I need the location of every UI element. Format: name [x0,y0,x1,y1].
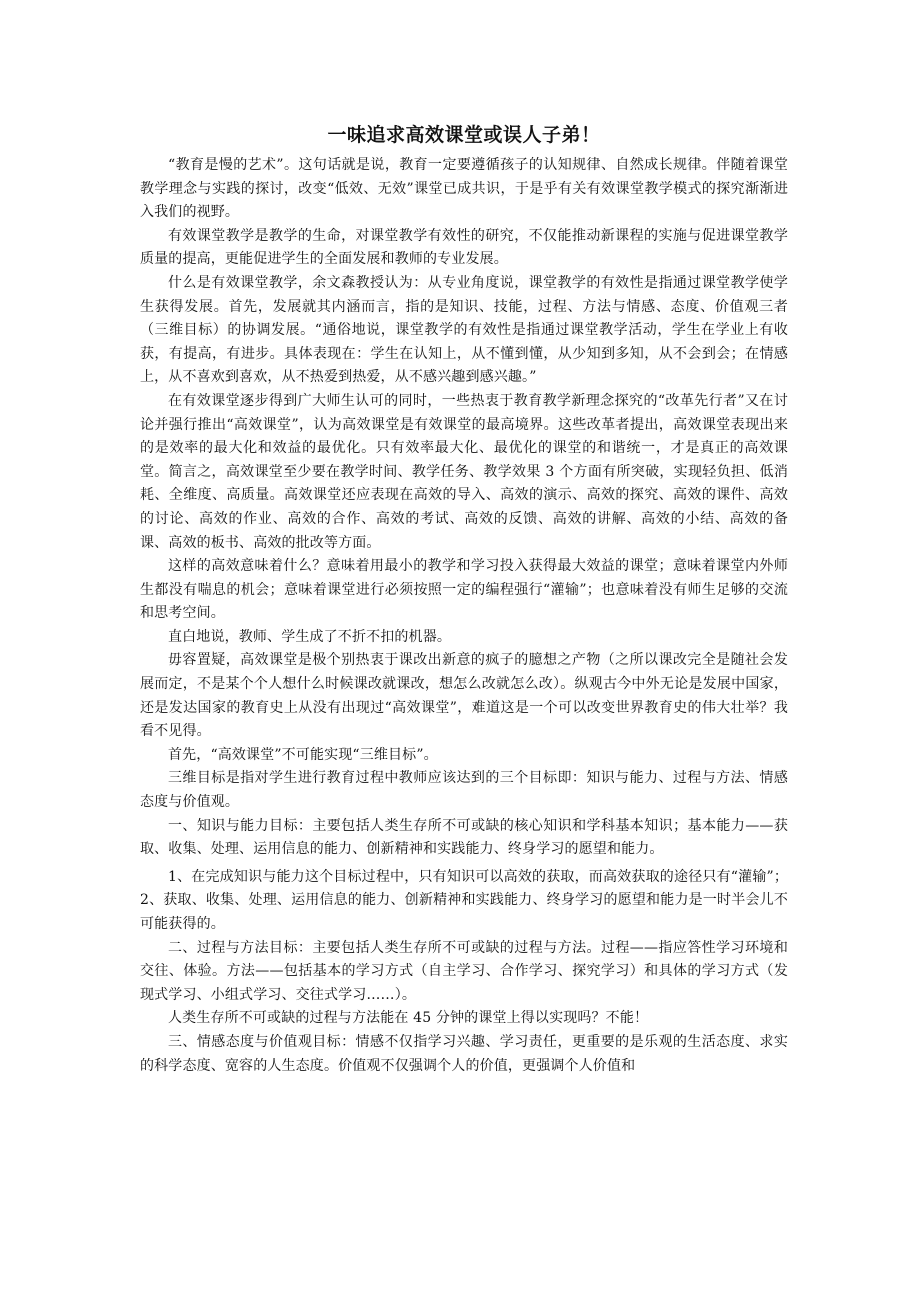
paragraph-12: 二、过程与方法目标：主要包括人类生存所不可或缺的过程与方法。过程——指应答性学习环境和交往、体验。方法——包括基本的学习方式（自主学习、合作学习、探究学习）和具体的学习方式（发现式学习、小组式学习、交往式学习……）。 [140,939,788,1003]
document-title: 一味追求高效课堂或误人子弟！ [327,124,601,146]
document-body [140,122,788,1078]
paragraph-11: 1、在完成知识与能力这个目标过程中，只有知识可以高效的获取，而高效获取的途径只有“灌输”；2、获取、收集、处理、运用信息的能力、创新精神和实践能力、终身学习的愿望和能力是一时半会儿不可能获得的。 [140,868,788,932]
paragraph-14: 三、情感态度与价值观目标：情感不仅指学习兴趣、学习责任，更重要的是乐观的生活态度、求实的科学态度、宽容的人生态度。价值观不仅强调个人的价值，更强调个人价值和 [140,1033,788,1074]
paragraph-9: 三维目标是指对学生进行教育过程中教师应该达到的三个目标即：知识与能力、过程与方法、情感态度与价值观。 [140,770,788,811]
paragraph-2: 有效课堂教学是教学的生命，对课堂教学有效性的研究，不仅能推动新课程的实施与促进课堂教学质量的提高，更能促进学生的全面发展和教师的专业发展。 [140,227,788,268]
paragraph-3: 什么是有效课堂教学，余文森教授认为：从专业角度说，课堂教学的有效性是指通过课堂教学使学生获得发展。首先，发展就其内涵而言，指的是知识、技能，过程、方法与情感、态度、价值观三者（三维目标）的协调发展。“通俗地说，课堂教学的有效性是指通过课堂教学活动，学生在学业上有收获，有提高，有进步。具体表现在：学生在认知上，从不懂到懂，从少知到多知，从不会到会；在情感上，从不喜欢到喜欢，从不热爱到热爱，从不感兴趣到感兴趣。” [140,274,788,386]
paragraph-1: “教育是慢的艺术”。这句话就是说，教育一定要遵循孩子的认知规律、自然成长规律。伴随着课堂教学理念与实践的探讨，改变“低效、无效”课堂已成共识，于是乎有关有效课堂教学模式的探究渐渐进入我们的视野。 [140,157,788,221]
paragraph-5: 这样的高效意味着什么？意味着用最小的教学和学习投入获得最大效益的课堂；意味着课堂内外师生都没有喘息的机会；意味着课堂进行必须按照一定的编程强行“灌输”；也意味着没有师生足够的交流和思考空间。 [140,558,788,622]
paragraph-6: 直白地说，教师、学生成了不折不扣的机器。 [168,628,451,645]
paragraph-7: 毋容置疑，高效课堂是极个别热衷于课改出新意的疯子的臆想之产物（之所以课改完全是随社会发展而定，不是某个个人想什么时候课改就课改，想怎么改就怎么改）。纵观古今中外无论是发展中国家，还是发达国家的教育史上从没有出现过“高效课堂”，难道这是一个可以改变世界教育史的伟大壮举？我看不见得。 [140,652,788,740]
paragraph-4: 在有效课堂逐步得到广大师生认可的同时，一些热衷于教育教学新理念探究的“改革先行者”又在讨论并强行推出“高效课堂”，认为高效课堂是有效课堂的最高境界。这些改革者提出，高效课堂表现出来的是效率的最大化和效益的最优化。只有效率最大化、最优化的课堂的和谐统一，才是真正的高效课堂。简言之，高效课堂至少要在教学时间、教学任务、教学效果 3 个方面有所突破，实现轻负担、低消耗、全维度、高质量。高效课堂还应表现在高效的导入、高效的演示、高效的探究、高效的课件、高效的讨论、高效的作业、高效的合作、高效的考试、高效的反馈、高效的讲解、高效的小结、高效的备课、高效的板书、高效的批改等方面。 [140,392,788,551]
paragraph-13: 人类生存所不可或缺的过程与方法能在 45 分钟的课堂上得以实现吗？不能！ [168,1010,649,1027]
paragraph-8: 首先，“高效课堂”不可能实现“三维目标”。 [168,746,438,763]
paragraph-10: 一、知识与能力目标：主要包括人类生存所不可或缺的核心知识和学科基本知识；基本能力——获取、收集、处理、运用信息的能力、创新精神和实践能力、终身学习的愿望和能力。 [140,817,788,858]
